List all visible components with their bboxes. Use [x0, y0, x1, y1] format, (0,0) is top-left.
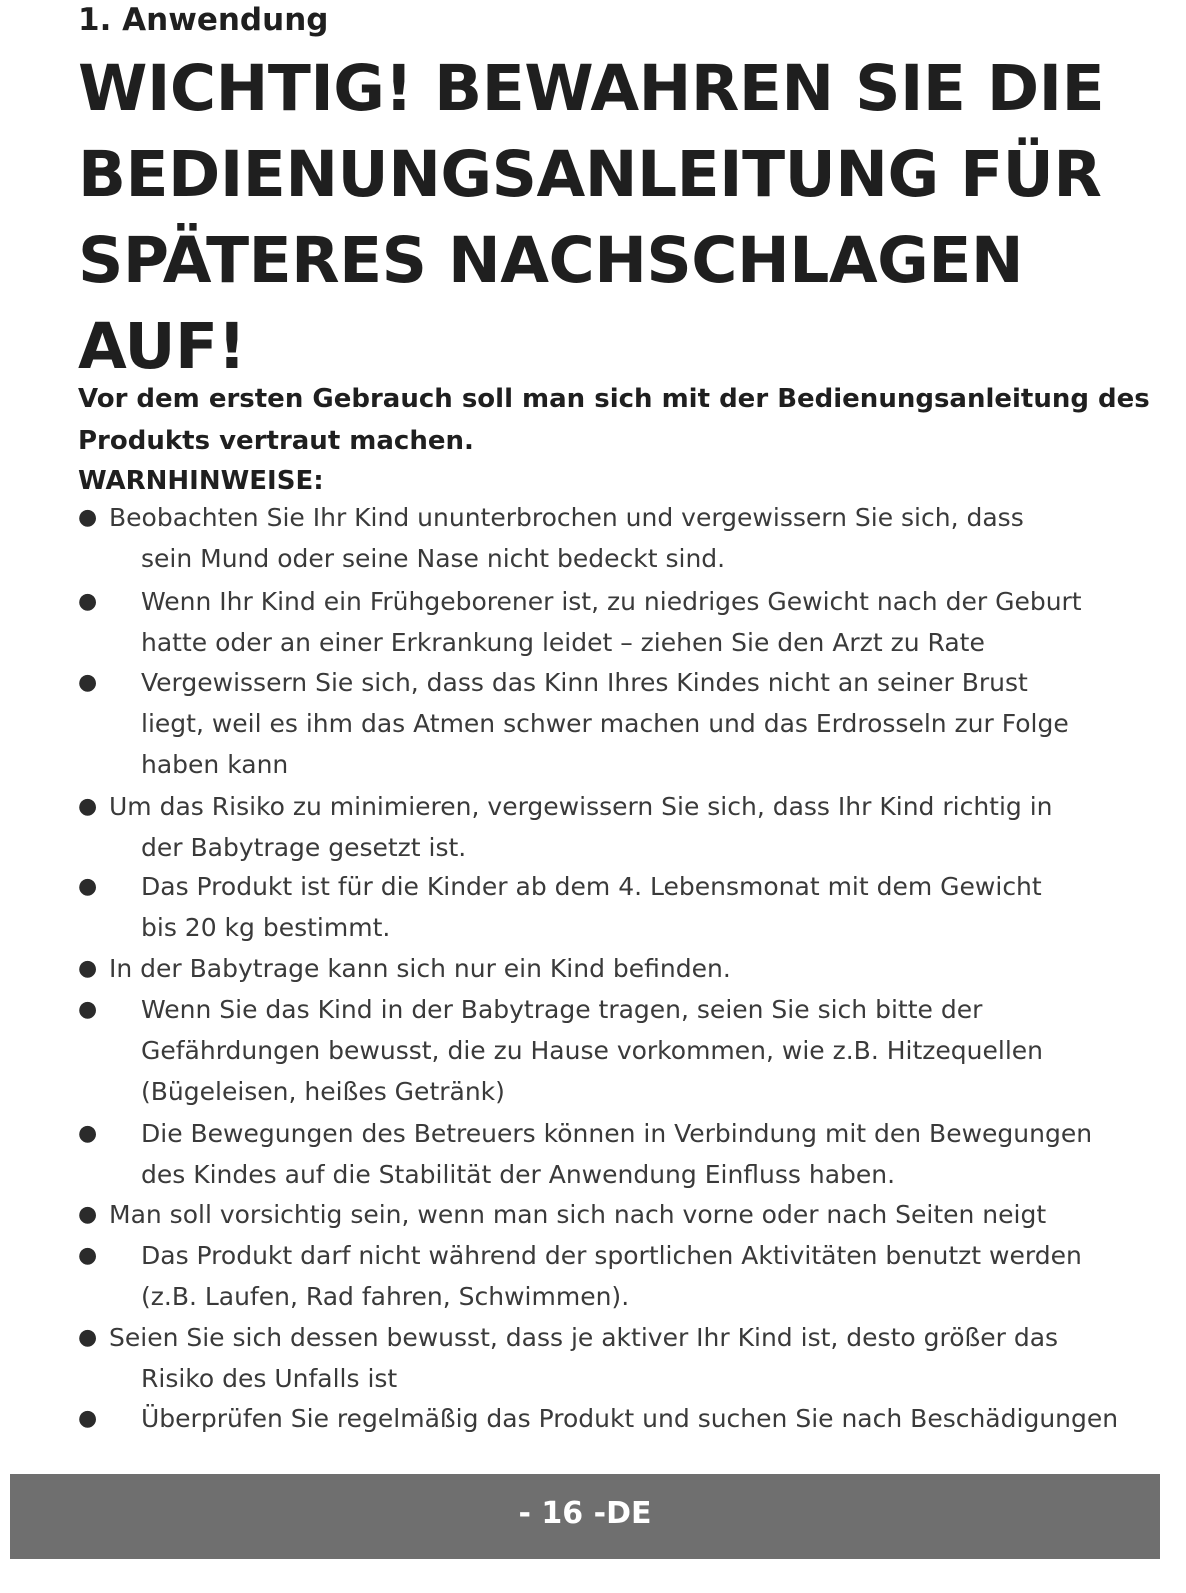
warning-line: liegt, weil es ihm das Atmen schwer machen und das Erdrosseln zur Folge: [141, 709, 1069, 738]
warning-line: sein Mund oder seine Nase nicht bedeckt sind.: [141, 544, 726, 573]
section-title: 1. Anwendung: [78, 2, 329, 38]
warning-item: [0, 1398, 1186, 1439]
headline-line: SPÄTERES NACHSCHLAGEN: [78, 224, 1024, 297]
warning-item: [0, 662, 1186, 785]
bullet-icon: ●: [78, 956, 98, 981]
warning-line: der Babytrage gesetzt ist.: [141, 833, 467, 862]
warning-line: Vergewissern Sie sich, dass das Kinn Ihres Kindes nicht an seiner Brust: [141, 668, 1028, 697]
bullet-icon: ●: [78, 670, 98, 695]
warnings-heading: WARNHINWEISE:: [78, 466, 324, 496]
warning-item: [0, 948, 1186, 989]
footer-bar: [10, 1474, 1160, 1559]
intro-text: [78, 378, 1168, 462]
warning-line: Die Bewegungen des Betreuers können in Verbindung mit den Bewegungen: [141, 1119, 1093, 1148]
bullet-icon: ●: [78, 1325, 98, 1350]
warning-item: [0, 581, 1186, 663]
warning-line: Man soll vorsichtig sein, wenn man sich nach vorne oder nach Seiten neigt: [109, 1200, 1047, 1229]
warning-line: des Kindes auf die Stabilität der Anwendung Einfluss haben.: [141, 1160, 896, 1189]
bullet-icon: ●: [78, 874, 98, 899]
warning-line: Wenn Sie das Kind in der Babytrage tragen, seien Sie sich bitte der: [141, 995, 983, 1024]
warning-item: [0, 1317, 1186, 1399]
warning-line: Das Produkt ist für die Kinder ab dem 4. Lebensmonat mit dem Gewicht: [141, 872, 1042, 901]
warning-item: [0, 866, 1186, 948]
warning-item: [0, 497, 1186, 579]
bullet-icon: ●: [78, 997, 98, 1022]
warning-item: [0, 1235, 1186, 1317]
bullet-icon: ●: [78, 1406, 98, 1431]
bullet-icon: ●: [78, 1121, 98, 1146]
warning-line: (z.B. Laufen, Rad fahren, Schwimmen).: [141, 1282, 630, 1311]
bullet-icon: ●: [78, 1243, 98, 1268]
warning-line: haben kann: [141, 750, 289, 779]
warning-line: (Bügeleisen, heißes Getränk): [141, 1077, 505, 1106]
warning-line: Seien Sie sich dessen bewusst, dass je aktiver Ihr Kind ist, desto größer das: [109, 1323, 1059, 1352]
intro-line: Produkts vertraut machen.: [78, 426, 474, 456]
intro-line: Vor dem ersten Gebrauch soll man sich mit der Bedienungsanleitung des: [78, 384, 1150, 414]
warning-item: [0, 786, 1186, 868]
bullet-icon: ●: [78, 505, 98, 530]
warning-item: [0, 1194, 1186, 1235]
warning-line: Gefährdungen bewusst, die zu Hause vorkommen, wie z.B. Hitzequellen: [141, 1036, 1043, 1065]
warning-line: Überprüfen Sie regelmäßig das Produkt und suchen Sie nach Beschädigungen: [141, 1404, 1119, 1433]
warning-line: In der Babytrage kann sich nur ein Kind befinden.: [109, 954, 731, 983]
warning-line: Um das Risiko zu minimieren, vergewissern Sie sich, dass Ihr Kind richtig in: [109, 792, 1053, 821]
bullet-icon: ●: [78, 794, 98, 819]
headline-line: AUF!: [78, 310, 246, 383]
warning-line: Das Produkt darf nicht während der sportlichen Aktivitäten benutzt werden: [141, 1241, 1082, 1270]
bullet-icon: ●: [78, 1202, 98, 1227]
warning-line: bis 20 kg bestimmt.: [141, 913, 391, 942]
warning-line: Risiko des Unfalls ist: [141, 1364, 398, 1393]
headline-line: BEDIENUNGSANLEITUNG FÜR: [78, 138, 1102, 211]
headline: [78, 46, 1168, 390]
warning-line: Beobachten Sie Ihr Kind ununterbrochen und vergewissern Sie sich, dass: [109, 503, 1024, 532]
warning-line: hatte oder an einer Erkrankung leidet – ziehen Sie den Arzt zu Rate: [141, 628, 985, 657]
warning-item: [0, 989, 1186, 1112]
warning-item: [0, 1113, 1186, 1195]
warning-line: Wenn Ihr Kind ein Frühgeborener ist, zu niedriges Gewicht nach der Geburt: [141, 587, 1082, 616]
page-number: - 16 -DE: [518, 1496, 652, 1531]
bullet-icon: ●: [78, 589, 98, 614]
headline-line: WICHTIG! BEWAHREN SIE DIE: [78, 52, 1105, 125]
